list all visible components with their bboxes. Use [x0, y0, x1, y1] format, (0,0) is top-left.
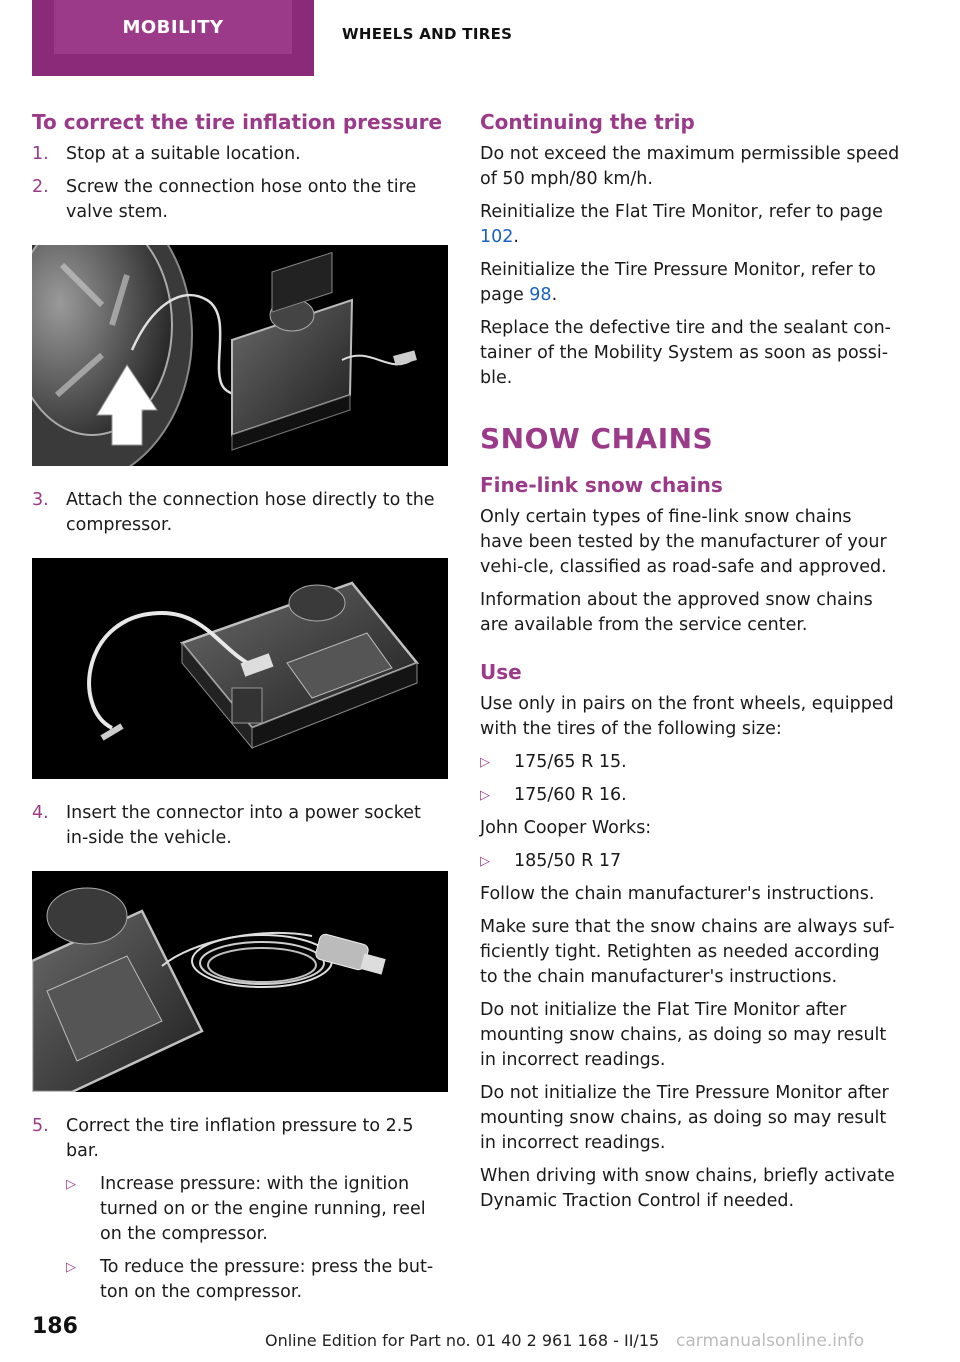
- step-text: Screw the connection hose onto the tire valve stem.: [66, 177, 417, 222]
- paragraph-use: Use only in pairs on the front wheels, equipped with the tires of the following size:: [480, 694, 894, 739]
- text: Reinitialize the Flat Tire Monitor, refer to page: [480, 202, 883, 222]
- heading-use: Use: [480, 660, 522, 684]
- text: .: [551, 285, 558, 305]
- paragraph-flat-tire-monitor: [480, 200, 900, 250]
- heading-continuing-trip: Continuing the trip: [480, 110, 695, 134]
- paragraph-replace-tire: Replace the defective tire and the sealant con-tainer of the Mobility System as soon as possi-ble.: [480, 318, 891, 388]
- figure-hose-to-compressor: [32, 558, 448, 779]
- step-text: Insert the connector into a power socket in-side the vehicle.: [66, 803, 421, 848]
- triangle-bullet-icon: ▷: [480, 755, 490, 770]
- paragraph-max-speed: Do not exceed the maximum permissible speed of 50 mph/80 km/h.: [480, 144, 900, 189]
- size-text: 175/65 R 15.: [514, 752, 627, 772]
- paragraph-flat-monitor-warning: Do not initialize the Flat Tire Monitor after mounting snow chains, as doing so may result in incorrect readings.: [480, 1000, 887, 1070]
- size-item: [480, 783, 900, 808]
- page-number: 186: [32, 1314, 78, 1339]
- triangle-bullet-icon: ▷: [66, 1260, 76, 1275]
- step-number: 1.: [32, 144, 49, 164]
- watermark: carmanualsonline.info: [676, 1331, 865, 1351]
- left-column: [32, 108, 448, 1313]
- size-item: [480, 750, 900, 775]
- edition-note: Online Edition for Part no. 01 40 2 961 168 - II/15: [265, 1331, 660, 1350]
- heading-fine-link: Fine-link snow chains: [480, 473, 723, 497]
- paragraph-fine-link-2: Information about the approved snow chains are available from the service center.: [480, 590, 873, 635]
- figure-power-connector: [32, 871, 448, 1092]
- page-link-102[interactable]: 102: [480, 227, 514, 247]
- figure-hose-on-valve: [32, 245, 448, 466]
- bullet-text: To reduce the pressure: press the but-ton on the compressor.: [100, 1257, 434, 1302]
- step-1: [32, 142, 448, 167]
- step-text: Stop at a suitable location.: [66, 144, 301, 164]
- step-text: Correct the tire inflation pressure to 2.5 bar.: [66, 1116, 414, 1161]
- section-title: WHEELS AND TIRES: [342, 25, 513, 43]
- sub-bullet-reduce: [66, 1255, 448, 1305]
- step-number: 4.: [32, 803, 49, 823]
- sub-bullet-increase: [66, 1172, 448, 1247]
- paragraph-dtc: When driving with snow chains, briefly activate Dynamic Traction Control if needed.: [480, 1166, 895, 1211]
- page-link-98[interactable]: 98: [529, 285, 552, 305]
- step-number: 5.: [32, 1116, 49, 1136]
- jcw-label: John Cooper Works:: [480, 818, 652, 838]
- step-text: Attach the connection hose directly to the compressor.: [66, 490, 435, 535]
- paragraph-tight: Make sure that the snow chains are always suf-ficiently tight. Retighten as needed according to the chain manufacturer's instructions.: [480, 917, 895, 987]
- heading-snow-chains: SNOW CHAINS: [480, 422, 714, 455]
- step-number: 3.: [32, 490, 49, 510]
- paragraph-pressure-monitor-warning: Do not initialize the Tire Pressure Monitor after mounting snow chains, as doing so may result in incorrect readings.: [480, 1083, 889, 1153]
- size-text: 185/50 R 17: [514, 851, 622, 871]
- triangle-bullet-icon: ▷: [66, 1177, 76, 1192]
- jcw-size-item: [480, 849, 900, 874]
- triangle-bullet-icon: ▷: [480, 788, 490, 803]
- paragraph-follow: Follow the chain manufacturer's instructions.: [480, 884, 875, 904]
- text: Reinitialize the Tire Pressure Monitor, refer to page: [480, 260, 876, 305]
- step-2: [32, 175, 448, 225]
- bullet-text: Increase pressure: with the ignition turned on or the engine running, reel on the compressor.: [100, 1174, 426, 1244]
- step-number: 2.: [32, 177, 49, 197]
- chapter-tab: [32, 0, 314, 76]
- triangle-bullet-icon: ▷: [480, 854, 490, 869]
- step-5: [32, 1114, 448, 1164]
- chapter-label: MOBILITY: [54, 0, 292, 54]
- paragraph-fine-link-1: Only certain types of fine-link snow chains have been tested by the manufacturer of your vehi-cle, classified as road-safe and approved.: [480, 507, 887, 577]
- heading-correct-pressure: To correct the tire inflation pressure: [32, 110, 443, 134]
- size-text: 175/60 R 16.: [514, 785, 627, 805]
- step-4: [32, 801, 448, 851]
- step-3: [32, 488, 448, 538]
- right-column: [480, 108, 900, 1222]
- text: .: [513, 227, 519, 247]
- paragraph-tire-pressure-monitor: [480, 258, 900, 308]
